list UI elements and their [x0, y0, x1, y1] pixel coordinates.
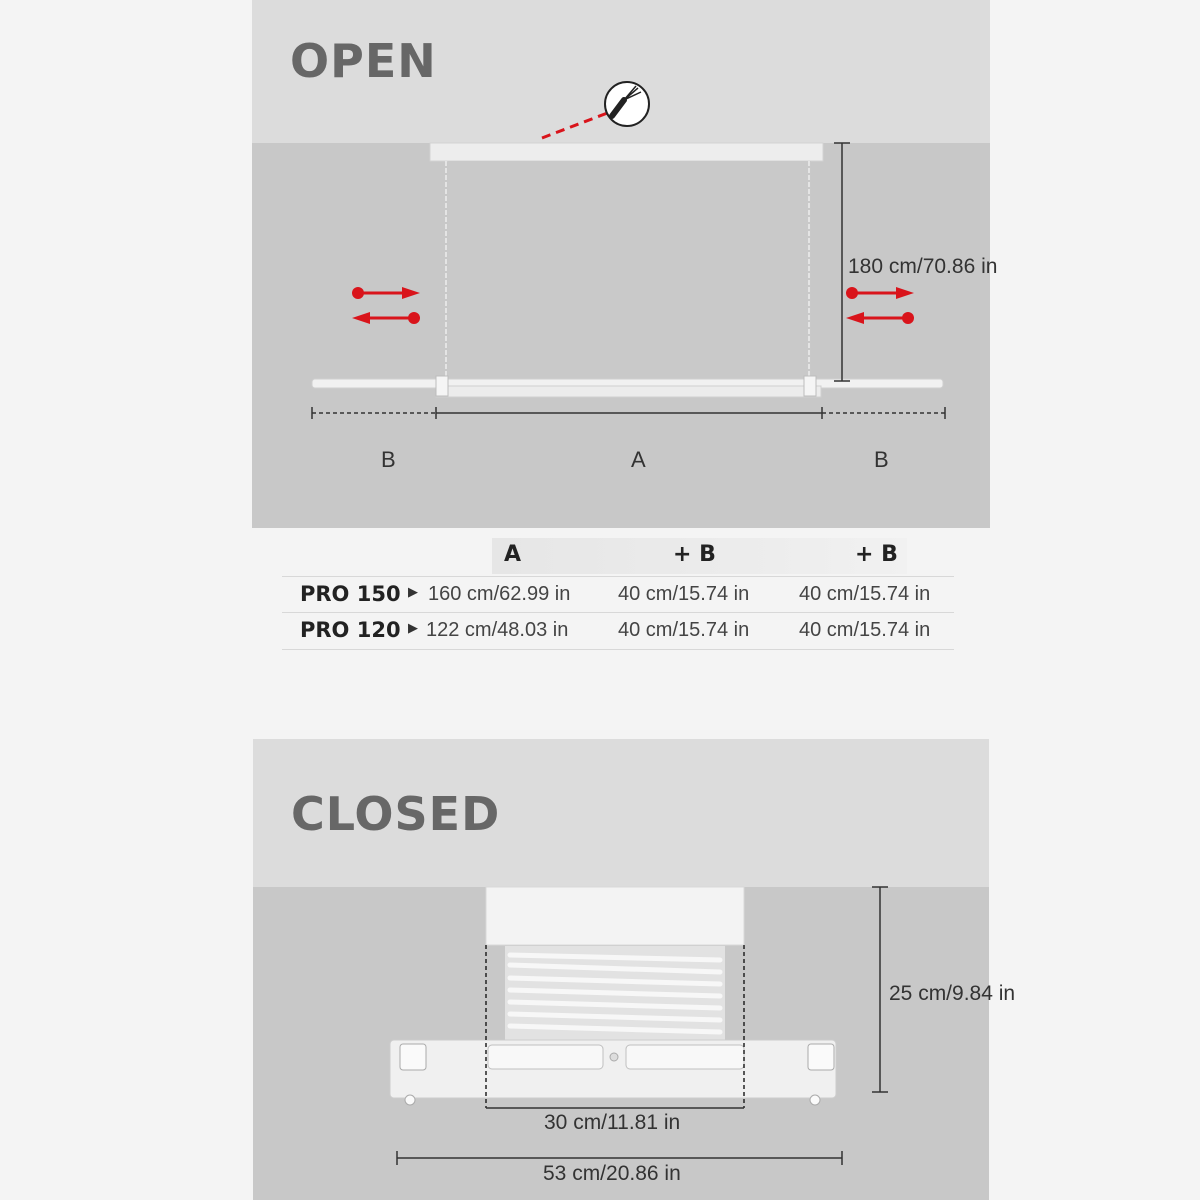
triangle-pointer-icon: ▶: [408, 584, 418, 599]
closed-height-dimension: [872, 887, 888, 1092]
triangle-pointer-icon: ▶: [408, 620, 418, 635]
open-height-label: 180 cm/70.86 in: [848, 255, 998, 278]
cell-b1: 40 cm/15.74 in: [618, 619, 750, 641]
closed-title: CLOSED: [291, 787, 501, 841]
closed-drying-bar: [390, 1040, 836, 1105]
closed-outer-width-label: 53 cm/20.86 in: [543, 1162, 681, 1185]
cell-a: 122 cm/48.03 in: [426, 619, 569, 641]
cell-a: 160 cm/62.99 in: [428, 583, 571, 605]
cell-b2: 40 cm/15.74 in: [799, 619, 931, 641]
folded-scissor-arms: [505, 946, 725, 1046]
segment-label-b-left: B: [381, 447, 396, 472]
cell-b2: 40 cm/15.74 in: [799, 583, 931, 605]
closed-height-label: 25 cm/9.84 in: [889, 982, 1016, 1005]
segment-label-a: A: [631, 447, 646, 472]
cell-b1: 40 cm/15.74 in: [618, 583, 750, 605]
table-header-b1: + B: [673, 542, 716, 567]
table-header-a: A: [504, 542, 522, 567]
open-title: OPEN: [290, 34, 437, 88]
model-name: PRO 120: [300, 618, 401, 642]
closed-ceiling-unit: [486, 887, 744, 945]
segment-label-b-right: B: [874, 447, 889, 472]
table-header-b2: + B: [855, 542, 898, 567]
model-name: PRO 150: [300, 582, 401, 606]
closed-inner-width-label: 30 cm/11.81 in: [544, 1111, 681, 1134]
